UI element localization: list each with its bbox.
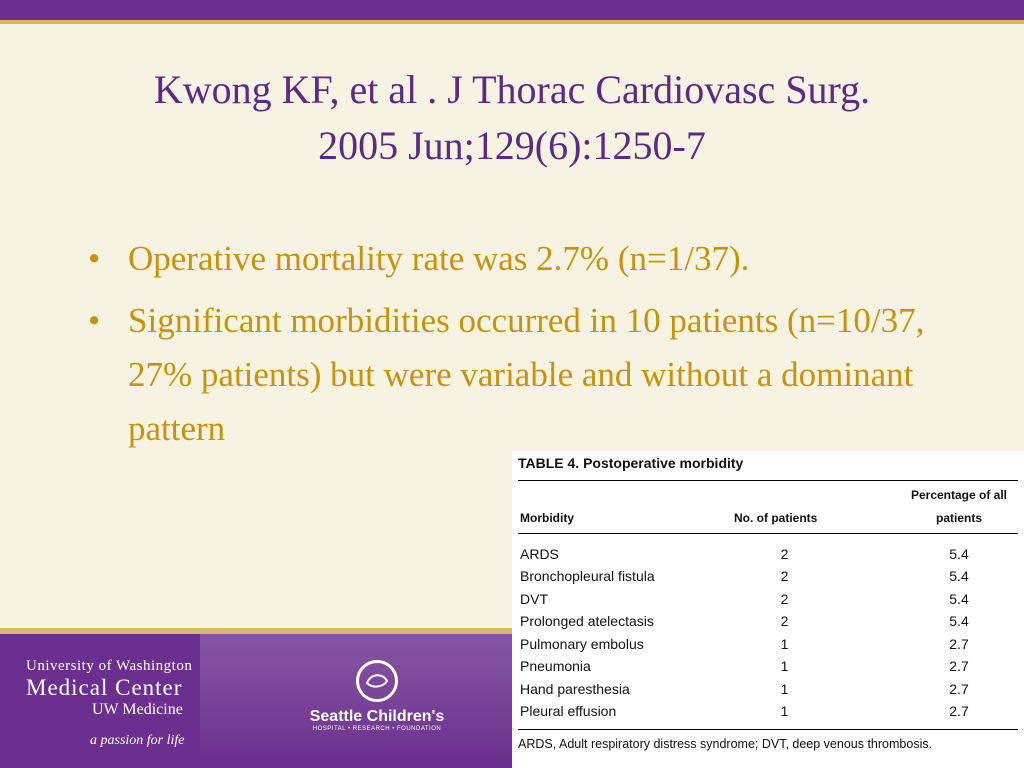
uw-logo-line-3: UW Medicine [92, 701, 183, 718]
bullet-text: Significant morbidities occurred in 10 patients (n=10/37, 27% patients) but were variable and without a dominant pattern [128, 301, 925, 448]
cell-percentage: 2.7 [949, 681, 969, 697]
cell-patients: 2 [780, 568, 789, 584]
title-line-1: Kwong KF, et al . J Thorac Cardiovasc Surg. [153, 67, 871, 112]
header-morbidity: Morbidity [520, 511, 574, 525]
cell-morbidity: DVT [520, 591, 548, 607]
table-row [512, 636, 1024, 658]
bullet-list [88, 232, 968, 464]
cell-patients: 1 [780, 703, 789, 719]
cell-morbidity: ARDS [520, 546, 559, 562]
bullet-item [88, 294, 968, 456]
bullet-dot-icon: • [88, 239, 101, 278]
cell-patients: 1 [780, 658, 789, 674]
table-footnote: ARDS, Adult respiratory distress syndrome; DVT, deep venous thrombosis. [518, 737, 933, 751]
cell-morbidity: Pneumonia [520, 658, 591, 674]
table-row [512, 681, 1024, 703]
table-row [512, 591, 1024, 613]
top-purple-bar [0, 0, 1024, 20]
uw-medicine-logo [26, 658, 192, 749]
cell-patients: 2 [780, 546, 789, 562]
cell-percentage: 5.4 [949, 613, 969, 629]
seattle-childrens-whale-icon [356, 660, 398, 702]
cell-morbidity: Pleural effusion [520, 703, 617, 719]
top-gold-stripe [0, 20, 1024, 24]
cell-morbidity: Bronchopleural fistula [520, 568, 655, 584]
cell-morbidity: Prolonged atelectasis [520, 613, 654, 629]
header-percentage-line-1: Percentage of all [910, 488, 1008, 502]
table-row [512, 568, 1024, 590]
uw-logo-line-2: Medical Center [26, 675, 183, 700]
bullet-text: Operative mortality rate was 2.7% (n=1/37). [128, 239, 750, 278]
table-top-rule [518, 480, 1018, 481]
cell-patients: 1 [780, 681, 789, 697]
slide-title [0, 62, 1024, 174]
table-row [512, 703, 1024, 725]
table-row [512, 546, 1024, 568]
header-percentage-line-2: patients [935, 511, 982, 525]
uw-logo-line-1: University of Washington [26, 658, 193, 674]
cell-patients: 2 [780, 613, 789, 629]
cell-percentage: 5.4 [949, 568, 969, 584]
cell-morbidity: Pulmonary embolus [520, 636, 644, 652]
bullet-item [88, 232, 968, 286]
bullet-dot-icon: • [88, 301, 101, 340]
title-line-2: 2005 Jun;129(6):1250-7 [318, 123, 706, 168]
table-caption: TABLE 4. Postoperative morbidity [518, 455, 744, 471]
table-header-rule [518, 533, 1018, 534]
cell-percentage: 2.7 [949, 658, 969, 674]
cell-patients: 2 [780, 591, 789, 607]
table-row [512, 613, 1024, 635]
morbidity-table-image [512, 451, 1024, 768]
seattle-childrens-name: Seattle Children's [309, 708, 445, 725]
seattle-childrens-subtitle: HOSPITAL • RESEARCH • FOUNDATION [312, 726, 442, 732]
whale-glyph-icon [365, 671, 389, 691]
header-no-patients: No. of patients [734, 511, 818, 525]
seattle-childrens-logo [292, 660, 462, 732]
cell-percentage: 2.7 [949, 703, 969, 719]
table-row [512, 658, 1024, 680]
table-bottom-rule [518, 729, 1018, 730]
cell-patients: 1 [780, 636, 789, 652]
cell-percentage: 5.4 [949, 591, 969, 607]
cell-percentage: 2.7 [949, 636, 969, 652]
uw-tagline: a passion for life [90, 733, 185, 748]
cell-percentage: 5.4 [949, 546, 969, 562]
cell-morbidity: Hand paresthesia [520, 681, 630, 697]
